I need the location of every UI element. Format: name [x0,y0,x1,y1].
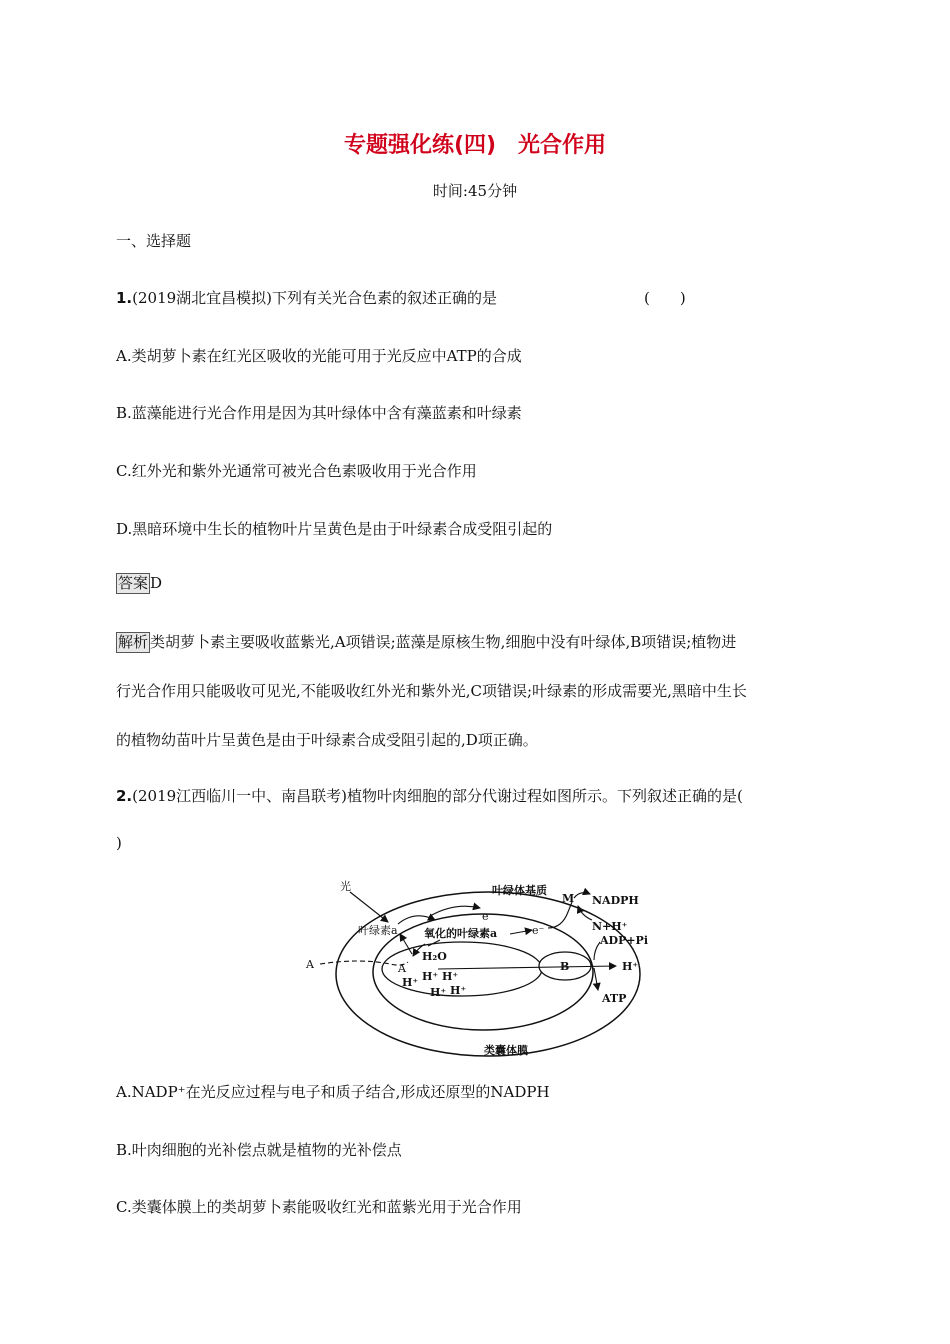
answer-row [116,573,162,594]
question-text: (2019江西临川一中、南昌联考)植物叶肉细胞的部分代谢过程如图所示。下列叙述正确的是( [132,787,743,805]
nadph-arrow [574,893,590,898]
atp-arrow [594,968,598,990]
question-number: 1. [116,289,133,307]
label-light: 光 [340,880,351,893]
question-text: (2019湖北宜昌模拟)下列有关光合色素的叙述正确的是 [132,289,498,307]
electron-flow-arrow-2 [510,930,532,934]
label-atp: ATP [602,992,627,1005]
question-1-stem [116,287,497,308]
excitation-arrow [398,916,435,924]
option-d: D.黑暗环境中生长的植物叶片呈黄色是由于叶绿素合成受阻引起的 [116,520,553,538]
answer-tag: 答案 [118,574,149,592]
time-limit: 时间:45分钟 [432,182,518,200]
page-title: 专题强化练(四) 光合作用 [343,133,607,158]
label-h-5: H⁺ [450,984,467,997]
label-adp-pi: ADP+Pi [600,934,649,947]
label-n-h: N+H⁺ [592,920,628,933]
label-h-1: H⁺ [402,976,419,989]
label-h-2: H⁺ [422,970,439,983]
option-a: A.类胡萝卜素在红光区吸收的光能可用于光反应中ATP的合成 [116,347,522,365]
label-chl-a: 叶绿素a [358,924,398,937]
section-heading: 一、选择题 [116,232,192,250]
electron-to-m-line [548,902,572,928]
analysis-line-3: 的植物幼苗叶片呈黄色是由于叶绿素合成受阻引起的,D项正确。 [116,731,538,749]
label-e-minus-1: e⁻ [482,910,495,923]
label-nadph: NADPH [592,894,639,907]
answer-value: D [150,574,163,592]
question-number: 2. [116,787,133,805]
option-b: B.蓝藻能进行光合作用是因为其叶绿体中含有藻蓝素和叶绿素 [116,404,522,422]
label-m: M [562,892,575,905]
chloroplast-diagram [300,872,660,1062]
a-dashed-path [320,961,408,965]
question-2-stem-cont: ) [116,834,122,852]
label-h-out: H⁺ [622,960,639,973]
q2-option-c: C.类囊体膜上的类胡萝卜素能吸收红光和蓝紫光用于光合作用 [116,1198,522,1216]
option-c: C.红外光和紫外光通常可被光合色素吸收用于光合作用 [116,462,477,480]
light-arrow [350,892,388,922]
q2-option-b: B.叶肉细胞的光补偿点就是植物的光补偿点 [116,1141,402,1159]
label-h-4: H⁺ [430,986,447,999]
label-thylakoid: 类囊体膜 [484,1044,528,1057]
analysis-line-2: 行光合作用只能吸收可见光,不能吸收红外光和紫外光,C项错误;叶绿素的形成需要光,黑暗中生长 [116,682,747,700]
q2-option-a: A.NADP⁺在光反应过程与电子和质子结合,形成还原型的NADPH [116,1083,550,1101]
label-a-inner: A [398,962,406,975]
answer-paren: ( ) [644,289,686,307]
label-a-outer: A [306,958,314,971]
analysis-text: 类胡萝卜素主要吸收蓝紫光,A项错误;蓝藻是原核生物,细胞中没有叶绿体,B项错误;植物进 [150,633,737,651]
label-e-minus-2: e⁻ [532,924,545,937]
label-h2o: H₂O [422,950,447,963]
label-stroma: 叶绿体基质 [492,884,547,897]
label-b: B [560,960,570,973]
question-2-stem [116,785,743,806]
label-oxidized-chl-a: 氧化的叶绿素a [424,927,498,940]
label-h-3: H⁺ [442,970,459,983]
analysis-tag: 解析 [118,633,149,651]
analysis-line-1 [116,631,736,653]
